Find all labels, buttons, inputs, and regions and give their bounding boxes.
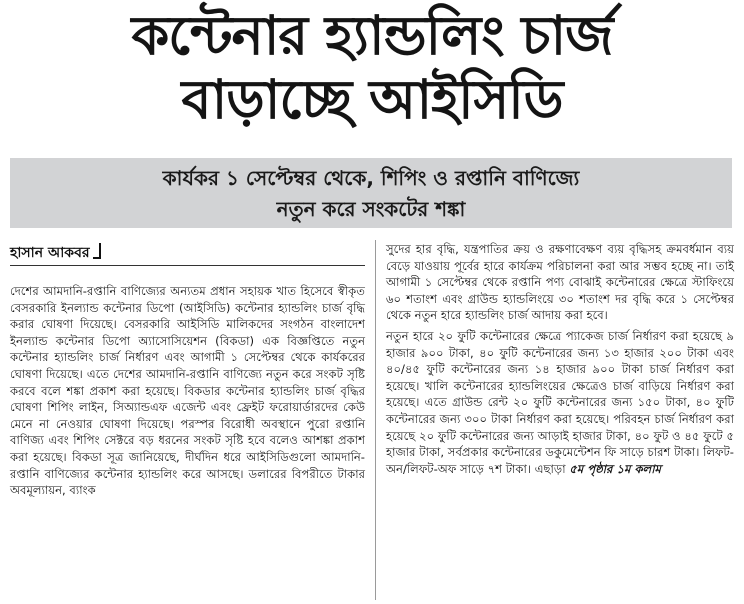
byline-author: হাসান আকবর bbox=[10, 245, 90, 261]
continued-on-page-link: ৫ম পৃষ্ঠার ১ম কলাম bbox=[569, 461, 661, 476]
byline-rule bbox=[10, 265, 365, 266]
headline bbox=[0, 4, 744, 132]
article-paragraph: দেশের আমদানি-রপ্তানি বাণিজ্যের অন্যতম প্রধান সহায়ক খাত হিসেবে স্বীকৃত বেসরকারি ইনল্যান্ড কন্টেনার ডিপো (আইসিডি) কন্টেনার হ্যান্ডলিং চার্জ বৃদ্ধি করার ঘোষণা দিয়েছে। বেসরকারি আইসিডি মালিকদের সংগঠন বাংলাদেশ ইনল্যান্ড কন্টেনার ডিপো অ্যাসোসিয়েশন (বিকডা) এক বিজ্ঞপ্তিতে নতুন কন্টেনার হ্যান্ডলিং চার্জ নির্ধারণ এবং আগামী ১ সেপ্টেম্বর থেকে কার্যকরের ঘোষণা দিয়েছে। এতে দেশের আমদানি-রপ্তানি বাণিজ্যে নতুন করে সংকট সৃষ্টি করবে বলে শঙ্কা প্রকাশ করা হয়েছে। বিকডার কন্টেনার হ্যান্ডলিং চার্জ বৃদ্ধির ঘোষণা শিপিং লাইন, সিঅ্যান্ডএফ এজেন্ট এবং ফ্রেইট ফরোয়ার্ডারদের কেউ মেনে না নেওয়ার ঘোষণা দিয়েছে। পরস্পর বিরোধী অবস্থানে পুরো রপ্তানি বাণিজ্য এবং শিপিং সেক্টরে বড় ধরনের সংকট সৃষ্টি হবে বলেও আশঙ্কা প্রকাশ করা হয়েছে। বিকডা সূত্র জানিয়েছে, দীর্ঘদিন ধরে আইসিডিগুলো আমদানি-রপ্তানি বাণিজ্যের কন্টেনার হ্যান্ডলিং করে আসছে। ডলারের বিপরীতে টাকার অবমূল্যায়ন, ব্যাংক bbox=[10, 284, 365, 498]
headline-line-2: বাড়াচ্ছে আইসিডি bbox=[181, 68, 563, 131]
subheadline-line-2: নতুন করে সংকটের শঙ্কা bbox=[276, 197, 466, 221]
byline bbox=[10, 243, 101, 263]
headline-line-1: কন্টেনার হ্যান্ডলিং চার্জ bbox=[131, 4, 613, 67]
article-column-right bbox=[386, 241, 734, 477]
subheadline-line-1: কার্যকর ১ সেপ্টেম্বর থেকে, শিপিং ও রপ্তানি বাণিজ্যে bbox=[162, 166, 580, 190]
byline-corner-mark bbox=[93, 243, 101, 259]
subheadline-box bbox=[10, 158, 732, 228]
column-divider bbox=[375, 240, 376, 600]
article-paragraph-text: নতুন হারে ২০ ফুটি কন্টেনারের ক্ষেত্রে প্যাকেজ চার্জ নির্ধারণ করা হয়েছে ৯ হাজার ৯০০ টাকা, ৪০ ফুটি কন্টেনারের জন্য ১৩ হাজার ২০০ টাকা এবং ৪০/৪৫ ফুটি কন্টেনারের জন্য ১৪ হাজার ৯০০ টাকা চার্জ নির্ধারণ করা হয়েছে। খালি কন্টেনারের হ্যান্ডলিংয়ের ক্ষেত্রেও চার্জ বাড়িয়ে নির্ধারণ করা হয়েছে। এতে গ্রাউন্ড রেন্ট ২০ ফুটি কন্টেনারের জন্য ১৫০ টাকা, ৪০ ফুটি কন্টেনারের জন্য ৩০০ টাকা নির্ধারণ করা হয়েছে। পরিবহন চার্জ নির্ধারণ করা হয়েছে ২০ ফুটি কন্টেনারের জন্য আড়াই হাজার টাকা, ৪০ ফুট ও ৪৫ ফুটে ৫ হাজার টাকা, সর্বপ্রকার কন্টেনারের ডকুমেন্টেশন ফি সাড়ে চারশ টাকা। লিফট-অন/লিফট-অফ সাড়ে ৭শ টাকা। এছাড়া bbox=[386, 328, 734, 476]
article-column-left bbox=[10, 283, 365, 499]
article-paragraph bbox=[386, 328, 734, 477]
article-paragraph: সুদের হার বৃদ্ধি, যন্ত্রপাতির ক্রয় ও রক্ষণাবেক্ষণ ব্যয় বৃদ্ধিসহ ক্রমবর্ধমান ব্যয় বেড়ে যাওয়ায় পূর্বের হারে কার্যক্রম পরিচালনা করা আর সম্ভব হচ্ছে না। তাই আগামী ১ সেপ্টেম্বর থেকে রপ্তানি পণ্য বোঝাই কন্টেনারের ক্ষেত্রে স্টাফিংয়ে ৬০ শতাংশ এবং গ্রাউন্ড হ্যান্ডলিংয়ে ৩০ শতাংশ দর বৃদ্ধি করে ১ সেপ্টেম্বর থেকে নতুন হারে হ্যান্ডলিং চার্জ আদায় করা হবে। bbox=[386, 242, 734, 323]
